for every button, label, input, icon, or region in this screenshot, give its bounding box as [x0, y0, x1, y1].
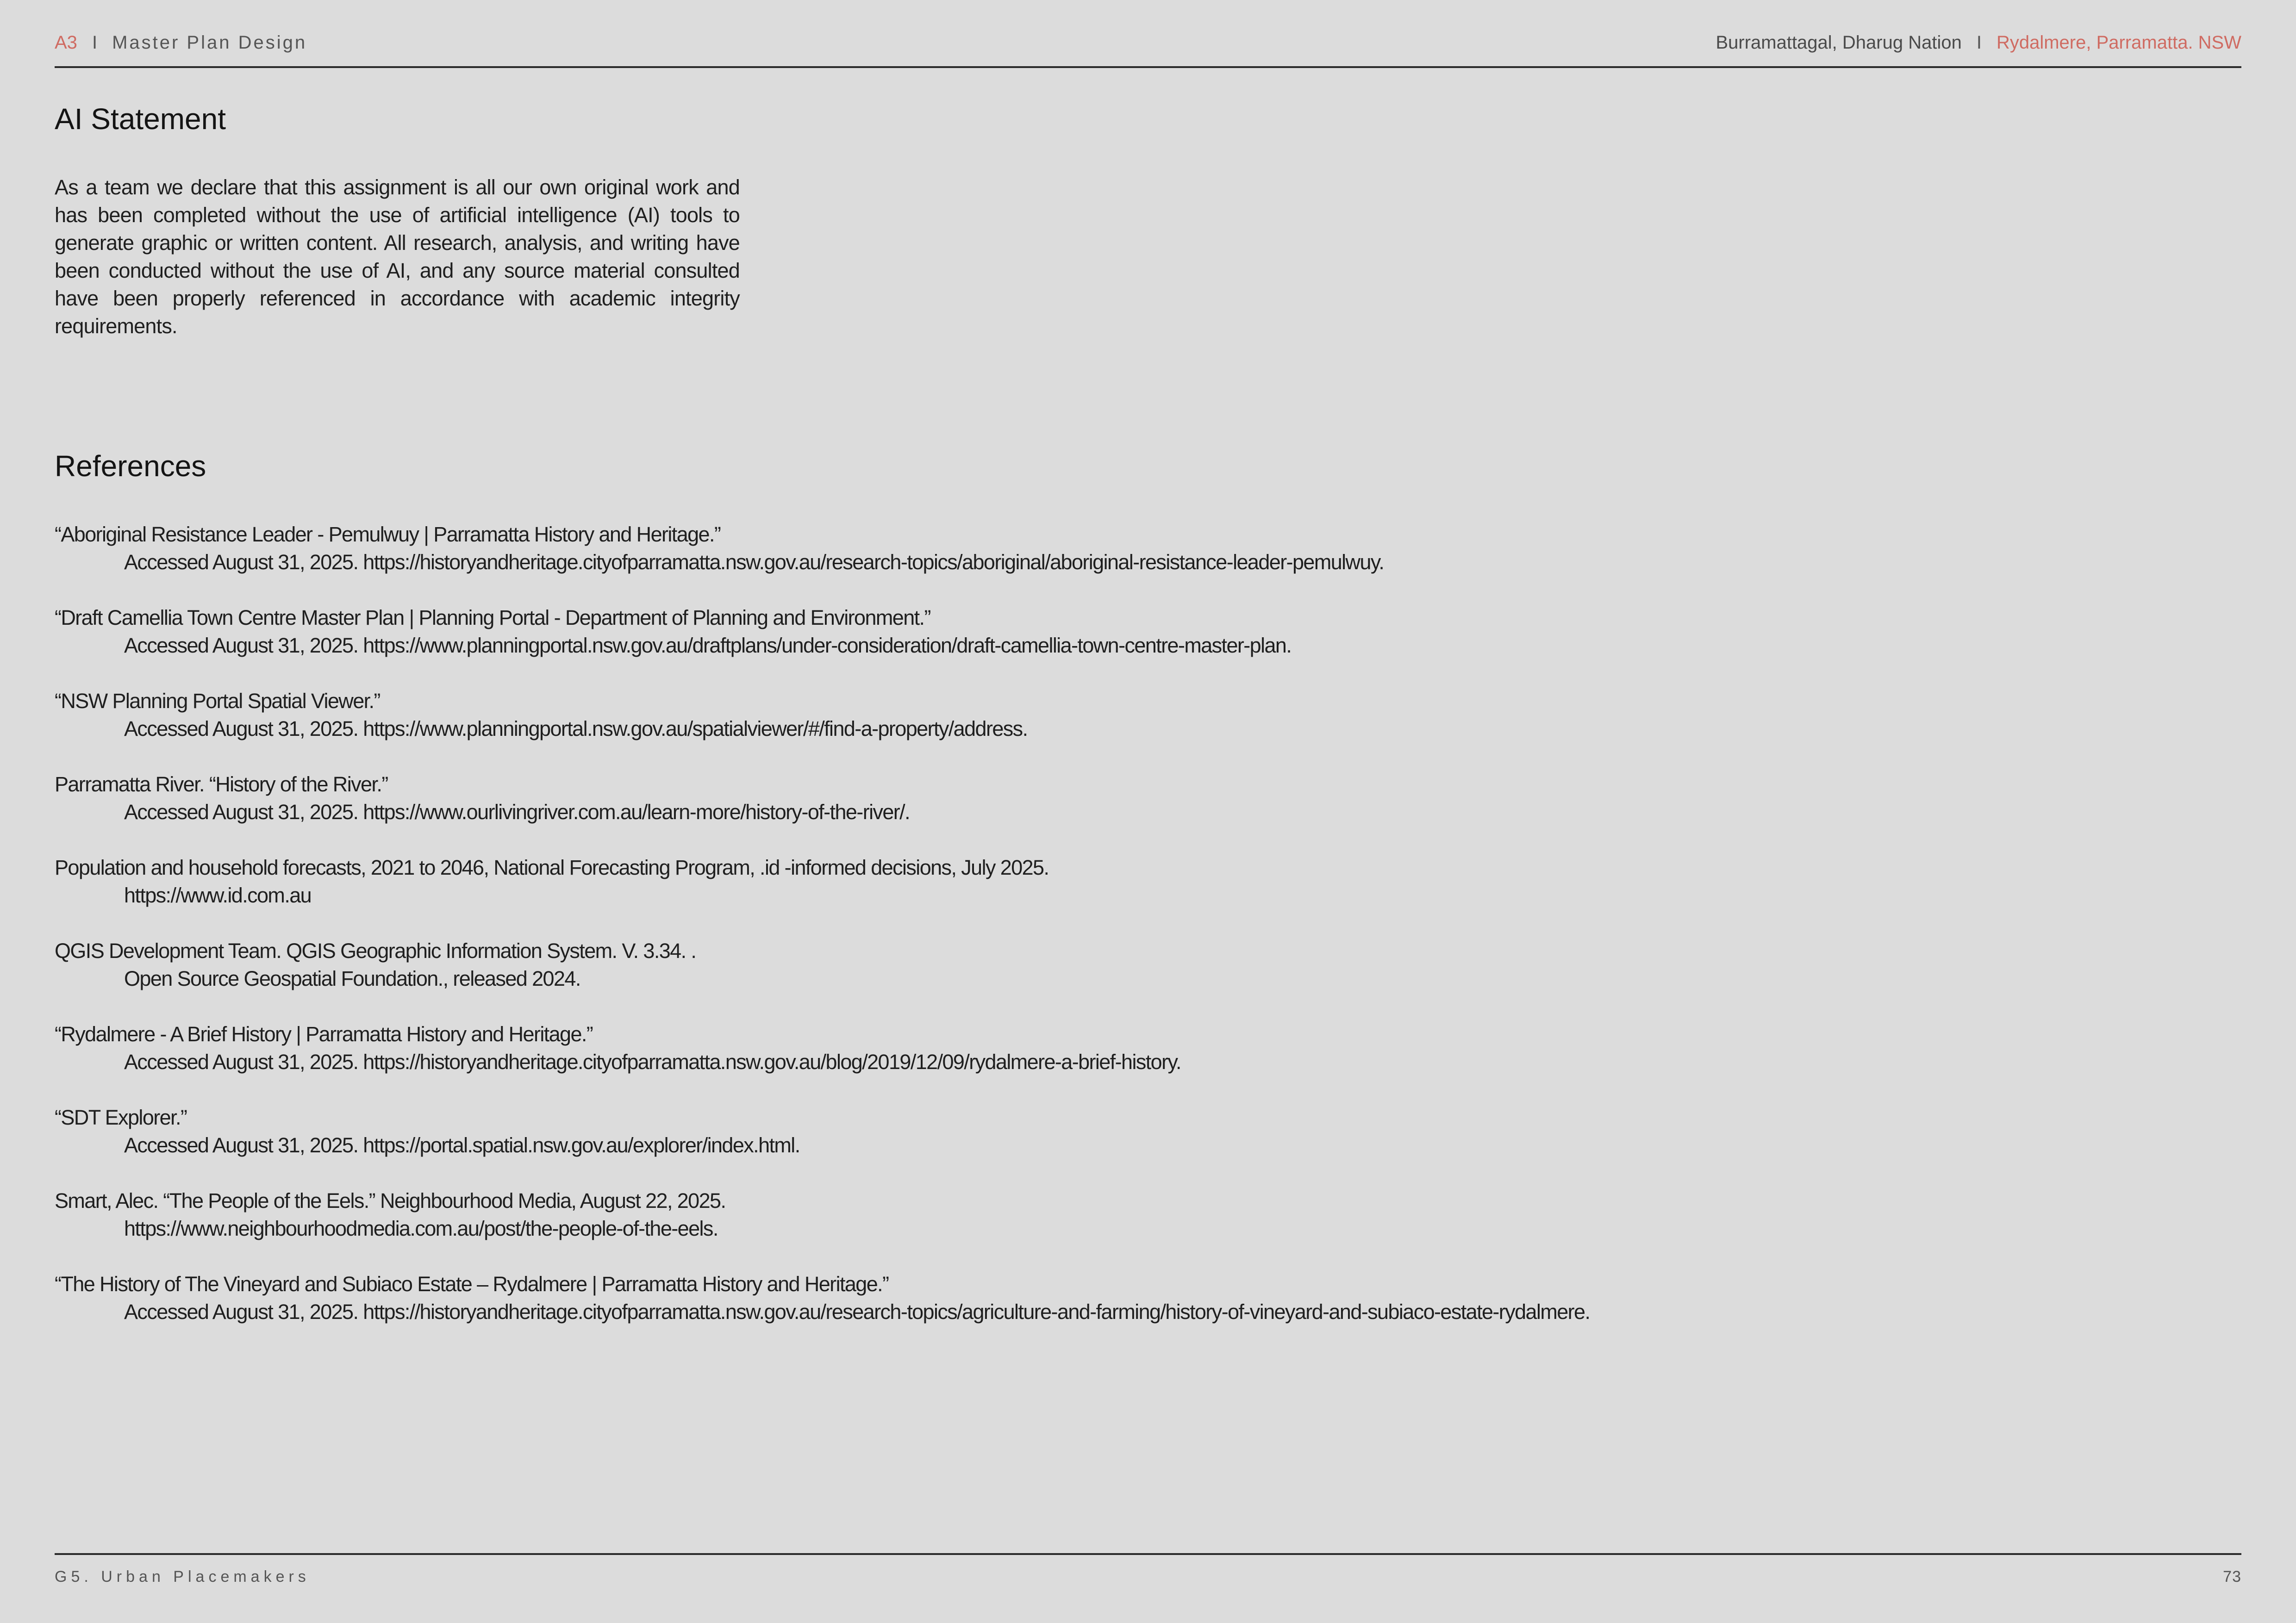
reference-access: https://www.neighbourhoodmedia.com.au/post/the-people-of-the-eels.	[124, 1217, 718, 1240]
reference-item	[55, 854, 2241, 937]
team-name: G5. Urban Placemakers	[55, 1568, 310, 1586]
reference-item	[55, 687, 2241, 771]
reference-access: https://www.id.com.au	[124, 883, 312, 907]
reference-citation: Parramatta River. “History of the River.”	[55, 772, 388, 796]
reference-access: Accessed August 31, 2025. https://portal.spatial.nsw.gov.au/explorer/index.html.	[124, 1133, 800, 1157]
ai-statement-heading: AI Statement	[55, 102, 226, 136]
references-heading: References	[55, 449, 206, 483]
reference-citation: “Rydalmere - A Brief History | Parramatta History and Heritage.”	[55, 1022, 593, 1046]
reference-item	[55, 604, 2241, 687]
document-title: Master Plan Design	[112, 32, 307, 53]
references-list	[55, 521, 2241, 1354]
reference-citation: “SDT Explorer.”	[55, 1106, 187, 1129]
page-header	[55, 29, 2241, 56]
reference-access: Accessed August 31, 2025. https://historyandheritage.cityofparramatta.nsw.gov.au/blog/2019/12/09/rydalmere-a-brief-history.	[124, 1050, 1181, 1074]
reference-citation: QGIS Development Team. QGIS Geographic Information System. V. 3.34. .	[55, 939, 696, 963]
header-separator: I	[92, 32, 98, 53]
header-right	[1716, 32, 2241, 53]
reference-item	[55, 1187, 2241, 1270]
header-divider	[55, 66, 2241, 68]
reference-item	[55, 1104, 2241, 1187]
reference-access: Accessed August 31, 2025. https://historyandheritage.cityofparramatta.nsw.gov.au/research-topics/aboriginal/aboriginal-resistance-leader-pemulwuy.	[124, 550, 1384, 574]
reference-citation: “NSW Planning Portal Spatial Viewer.”	[55, 689, 380, 713]
reference-item	[55, 1020, 2241, 1104]
reference-access: Accessed August 31, 2025. https://historyandheritage.cityofparramatta.nsw.gov.au/research-topics/agriculture-and-farming/history-of-vineyard-and-subiaco-estate-rydalmere.	[124, 1300, 1590, 1324]
header-place: Rydalmere, Parramatta. NSW	[1996, 32, 2241, 53]
header-location: Burramattagal, Dharug Nation	[1716, 32, 1962, 53]
reference-item	[55, 521, 2241, 604]
header-separator-right: I	[1976, 32, 1982, 53]
ai-statement-body: As a team we declare that this assignment is all our own original work and has been completed without the use of artificial intelligence (AI) tools to generate graphic or written content. All research, analysis, and writing have been conducted without the use of AI, and any source material consulted have been properly referenced in accordance with academic integrity requirements.	[55, 175, 740, 338]
reference-access: Accessed August 31, 2025. https://www.planningportal.nsw.gov.au/draftplans/under-consideration/draft-camellia-town-centre-master-plan.	[124, 634, 1292, 657]
reference-citation: “The History of The Vineyard and Subiaco Estate – Rydalmere | Parramatta History and Heritage.”	[55, 1272, 889, 1296]
footer-divider	[55, 1553, 2241, 1555]
reference-citation: Population and household forecasts, 2021 to 2046, National Forecasting Program, .id -informed decisions, July 2025.	[55, 856, 1049, 879]
reference-item	[55, 1270, 2241, 1354]
header-left	[55, 32, 307, 53]
reference-citation: “Aboriginal Resistance Leader - Pemulwuy | Parramatta History and Heritage.”	[55, 522, 721, 546]
reference-item	[55, 937, 2241, 1020]
reference-citation: “Draft Camellia Town Centre Master Plan | Planning Portal - Department of Planning and Environment.”	[55, 606, 930, 629]
reference-access: Open Source Geospatial Foundation., released 2024.	[124, 967, 580, 990]
reference-citation: Smart, Alec. “The People of the Eels.” Neighbourhood Media, August 22, 2025.	[55, 1189, 726, 1213]
page-footer	[55, 1568, 2241, 1586]
reference-access: Accessed August 31, 2025. https://www.planningportal.nsw.gov.au/spatialviewer/#/find-a-property/address.	[124, 717, 1028, 740]
reference-item	[55, 771, 2241, 854]
reference-access: Accessed August 31, 2025. https://www.ourlivingriver.com.au/learn-more/history-of-the-river/.	[124, 800, 910, 824]
page-number: 73	[2223, 1568, 2241, 1586]
sheet-size-label: A3	[55, 32, 77, 53]
